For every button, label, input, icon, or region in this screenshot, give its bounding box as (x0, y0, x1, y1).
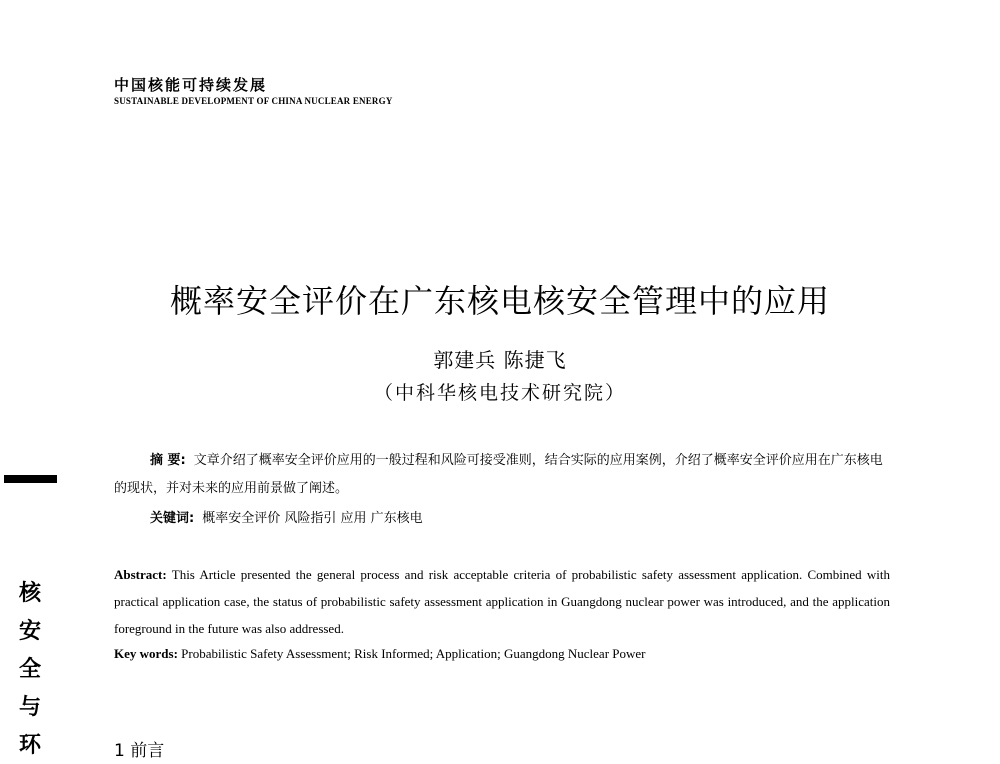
en-abstract (114, 561, 890, 642)
en-abstract-label: Abstract: (114, 567, 167, 582)
side-column-label (16, 574, 44, 764)
cn-keywords-label: 关键词: (150, 511, 195, 526)
cn-keywords-text: 概率安全评价 风险指引 应用 广东核电 (202, 511, 423, 526)
en-abstract-text: This Article presented the general process and risk acceptable criteria of probabilistic safety assessment application. Combined with practical application case, the status of probabilistic safety assessment application in Guangdong nuclear power was introduced, and the application foreground in the future was also addressed. (114, 567, 891, 636)
side-marker-bar (4, 475, 57, 483)
cn-abstract-paragraph (114, 447, 890, 503)
paper-title: 概率安全评价在广东核电核安全管理中的应用 (169, 282, 830, 320)
side-char: 与 (18, 694, 41, 720)
side-char: 环 (18, 732, 41, 758)
journal-title-cn: 中国核能可持续发展 (114, 76, 268, 94)
en-keywords (114, 646, 646, 662)
side-char: 全 (18, 656, 41, 682)
cn-abstract (114, 447, 890, 503)
side-char: 安 (18, 618, 41, 644)
affiliation: （中科华核电技术研究院） (373, 382, 626, 404)
en-keywords-label: Key words: (114, 646, 178, 661)
side-char: 核 (18, 580, 41, 606)
section-heading: 1 前言 (114, 741, 165, 761)
journal-title-en: SUSTAINABLE DEVELOPMENT OF CHINA NUCLEAR ENERGY (114, 96, 393, 106)
authors: 郭建兵 陈捷飞 (433, 348, 567, 372)
cn-keywords (150, 507, 423, 526)
cn-abstract-text: 文章介绍了概率安全评价应用的一般过程和风险可接受准则，结合实际的应用案例，介绍了概率安全评价应用在广东核电的现状，并对未来的应用前景做了阐述。 (114, 453, 883, 496)
en-keywords-text: Probabilistic Safety Assessment; Risk Informed; Application; Guangdong Nuclear Power (181, 646, 646, 661)
cn-abstract-label: 摘 要: (150, 453, 186, 468)
